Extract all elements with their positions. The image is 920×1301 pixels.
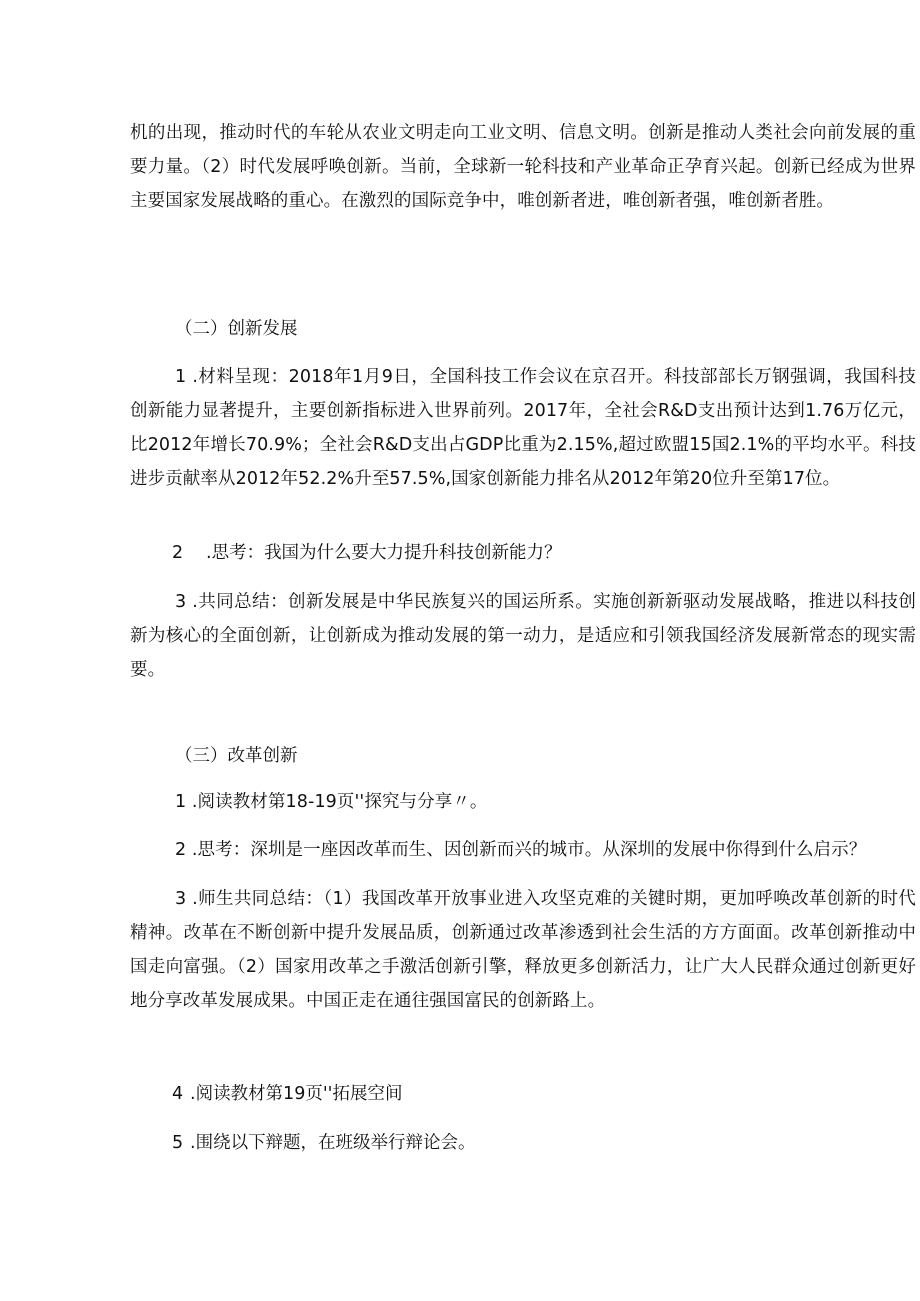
list-item-text: .思考：我国为什么要大力提升科技创新能力？ xyxy=(206,543,562,563)
list-item-summary: 3 .共同总结：创新发展是中华民族复兴的国运所系。实施创新新驱动发展战略，推进以科技创新为核心的全面创新，让创新成为推动发展的第一动力，是适应和引领我国经济发展新常态的现实需要。 xyxy=(130,592,916,680)
list-item-text: .阅读教材第19页''拓展空间 xyxy=(190,1084,403,1104)
paragraph-intro: 机的出现，推动时代的车轮从农业文明走向工业文明、信息文明。创新是推动人类社会向前发展的重要力量。（2）时代发展呼唤创新。当前，全球新一轮科技和产业革命正孕育兴起。创新已经成为世界主要国家发展战略的重心。在激烈的国际竞争中，唯创新者进，唯创新者强，唯创新者胜。 xyxy=(130,123,916,211)
list-item-think-shenzhen: 2 .思考：深圳是一座因改革而生、因创新而兴的城市。从深圳的发展中你得到什么启示？ xyxy=(175,840,867,860)
section-heading-reform-innovation: （三）改革创新 xyxy=(175,746,298,766)
section-heading-innovation-development: （二）创新发展 xyxy=(175,319,298,339)
list-item-number: 2 xyxy=(172,543,184,563)
list-item-number: 5 xyxy=(172,1133,184,1153)
list-item-number: 4 xyxy=(172,1084,184,1104)
list-item-material: 1 .材料呈现：2018年1月9日，全国科技工作会议在京召开。科技部部长万钢强调，我国科技创新能力显著提升，主要创新指标进入世界前列。2017年，全社会R&D支出预计达到1.76万亿元，比2012年增长70.9%；全社会R&D支出占GDP比重为2.15%,超过欧盟15国2.1%的平均水平。科技进步贡献率从2012年52.2%升至57.5%,国家创新能力排名从2012年第20位升至第17位。 xyxy=(130,367,916,489)
list-item-read-textbook: 1 .阅读教材第18-19页''探究与分享〃。 xyxy=(175,792,488,812)
list-item-text: .围绕以下辩题，在班级举行辩论会。 xyxy=(190,1133,476,1153)
list-item-teacher-student-summary: 3 .师生共同总结：（1）我国改革开放事业进入攻坚克难的关键时期，更加呼唤改革创新的时代精神。改革在不断创新中提升发展品质，创新通过改革渗透到社会生活的方方面面。改革创新推动中国走向富强。（2）国家用改革之手激活创新引擎，释放更多创新活力，让广大人民群众通过创新更好地分享改革发展成果。中国正走在通往强国富民的创新路上。 xyxy=(130,889,916,1011)
